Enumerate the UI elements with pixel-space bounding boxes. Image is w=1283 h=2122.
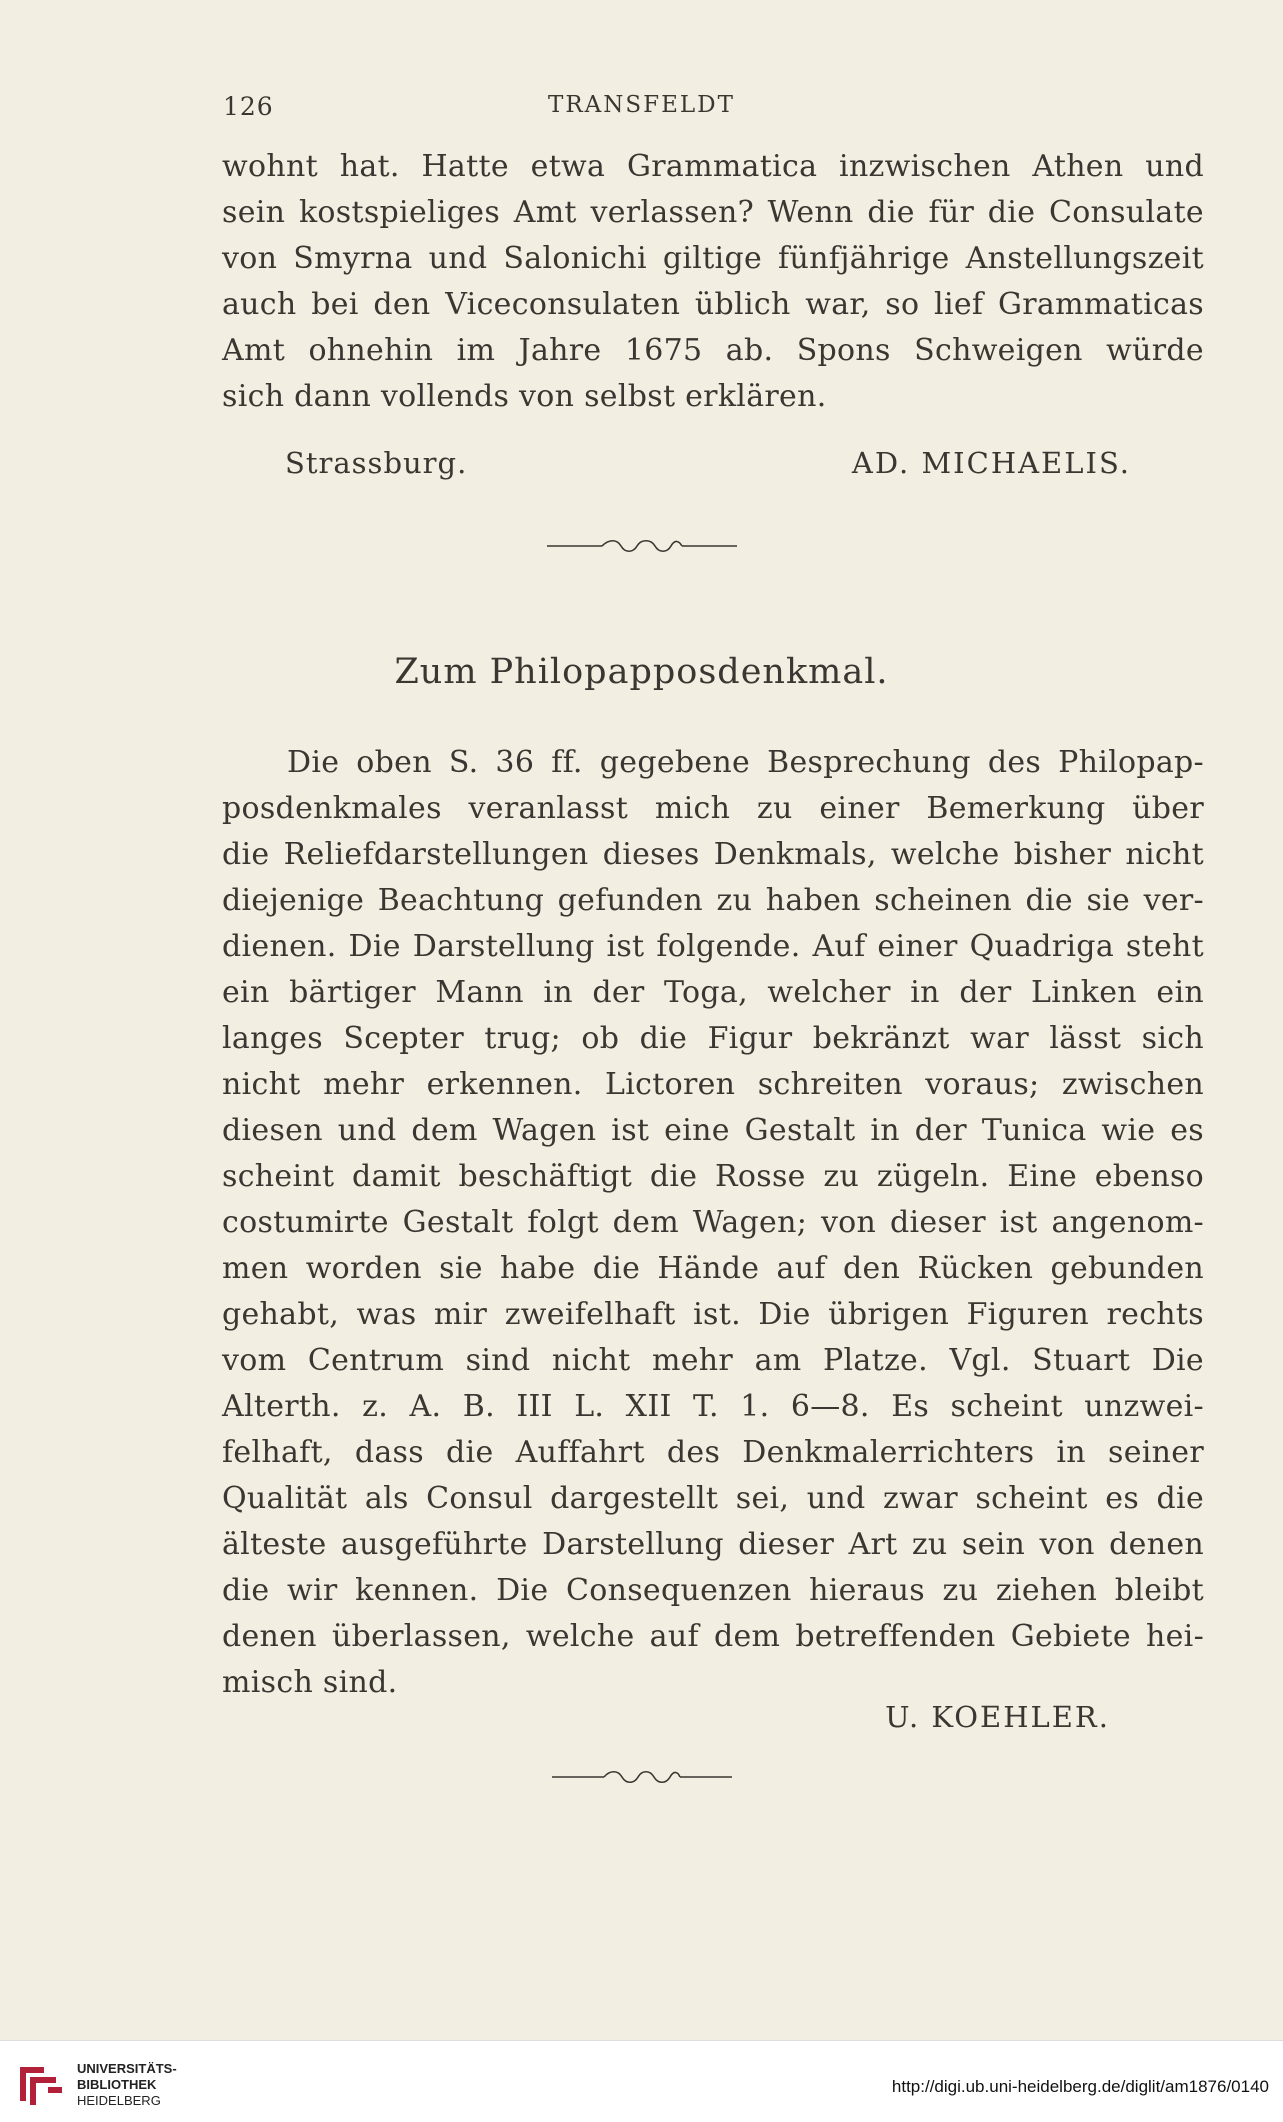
text-line: posdenkmales veranlasst mich zu einer Bemerkung über <box>222 791 1204 826</box>
text-line: die wir kennen. Die Consequenzen hieraus zu ziehen bleibt <box>222 1573 1204 1608</box>
section-continuation <box>222 144 1204 420</box>
text-line: langes Scepter trug; ob die Figur bekränzt war lässt sich <box>222 1021 1204 1056</box>
text-line: ein bärtiger Mann in der Toga, welcher in der Linken ein <box>222 975 1204 1010</box>
text-line: costumirte Gestalt folgt dem Wagen; von dieser ist angenom- <box>222 1205 1204 1240</box>
running-head <box>0 92 1283 124</box>
article-signature-row <box>0 1700 1283 1750</box>
text-line: Die oben S. 36 ff. gegebene Besprechung des Philopap- <box>287 745 1204 780</box>
text-line: vom Centrum sind nicht mehr am Platze. Vgl. Stuart Die <box>222 1343 1204 1378</box>
text-line: diejenige Beachtung gefunden zu haben scheinen die sie ver- <box>222 883 1204 918</box>
signature-author: U. KOEHLER. <box>885 1700 1110 1734</box>
article-title: Zum Philopapposdenkmal. <box>394 652 889 692</box>
text-line: sich dann vollends von selbst erklären. <box>222 379 827 414</box>
text-line: dienen. Die Darstellung ist folgende. Auf einer Quadriga steht <box>222 929 1204 964</box>
text-line: auch bei den Viceconsulaten üblich war, so lief Grammaticas <box>222 287 1204 322</box>
text-line: scheint damit beschäftigt die Rosse zu zügeln. Eine ebenso <box>222 1159 1204 1194</box>
text-line: älteste ausgeführte Darstellung dieser Art zu sein von denen <box>222 1527 1204 1562</box>
text-line: diesen und dem Wagen ist eine Gestalt in der Tunica wie es <box>222 1113 1204 1148</box>
text-line: felhaft, dass die Auffahrt des Denkmalerrichters in seiner <box>222 1435 1204 1470</box>
text-line: gehabt, was mir zweifelhaft ist. Die übrigen Figuren rechts <box>222 1297 1204 1332</box>
ornamental-divider <box>0 535 1283 555</box>
library-logo-icon <box>14 2059 66 2111</box>
source-url-link[interactable]: http://digi.ub.uni-heidelberg.de/diglit/am1876/0140 <box>891 2077 1269 2096</box>
text-line: Amt ohnehin im Jahre 1675 ab. Spons Schweigen würde <box>222 333 1204 368</box>
digitization-footer <box>0 2040 1283 2122</box>
signature-row <box>0 446 1283 496</box>
text-line: wohnt hat. Hatte etwa Grammatica inzwischen Athen und <box>222 149 1204 184</box>
text-line: Alterth. z. A. B. III L. XII T. 1. 6—8. Es scheint unzwei- <box>222 1389 1204 1424</box>
signature-author: AD. MICHAELIS. <box>851 446 1131 480</box>
library-name-line: BIBLIOTHEK <box>77 2077 157 2092</box>
text-line: sein kostspieliges Amt verlassen? Wenn die für die Consulate <box>222 195 1204 230</box>
text-line: nicht mehr erkennen. Lictoren schreiten voraus; zwischen <box>222 1067 1204 1102</box>
library-name <box>77 2061 177 2109</box>
library-name-line: HEIDELBERG <box>77 2093 161 2108</box>
text-line: die Reliefdarstellungen dieses Denkmals, welche bisher nicht <box>222 837 1204 872</box>
library-name-line: UNIVERSITÄTS- <box>77 2061 177 2076</box>
text-line: men worden sie habe die Hände auf den Rücken gebunden <box>222 1251 1204 1286</box>
signature-place: Strassburg. <box>285 446 468 480</box>
page-number: 126 <box>223 92 274 121</box>
text-line: denen überlassen, welche auf dem betreffenden Gebiete hei- <box>222 1619 1204 1654</box>
running-title: TRANSFELDT <box>548 92 735 118</box>
article-body <box>222 740 1204 1706</box>
text-line: von Smyrna und Salonichi giltige fünfjährige Anstellungszeit <box>222 241 1204 276</box>
text-line: misch sind. <box>222 1665 398 1700</box>
ornamental-divider <box>0 1766 1283 1786</box>
text-line: Qualität als Consul dargestellt sei, und zwar scheint es die <box>222 1481 1204 1516</box>
